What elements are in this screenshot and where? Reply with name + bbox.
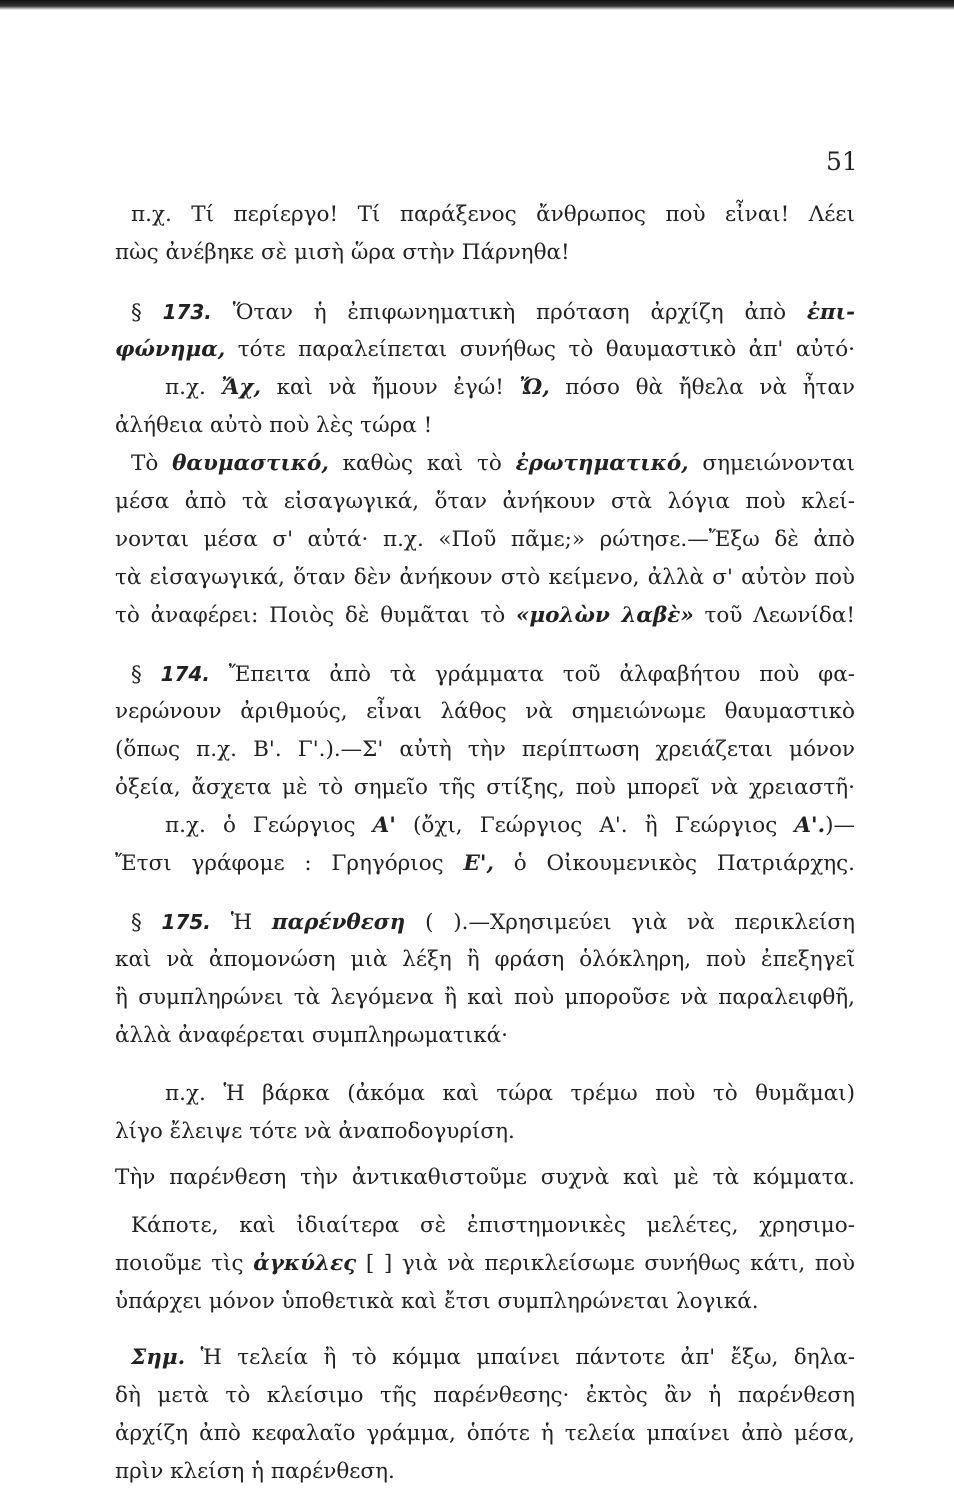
section-number: 173. (162, 300, 212, 324)
text-line: φώνημα, τότε παραλείπεται συνήθως τὸ θαυμαστικὸ ἀπ' αὐτό· (115, 337, 855, 362)
text-line: νερώνουν ἀριθμούς, εἶναι λάθος νὰ σημειώνωμε θαυμαστικὸ (115, 699, 855, 724)
text-line: (ὅπως π.χ. Β'. Γ'.).—Σ' αὐτὴ τὴν περίπτωση χρειάζεται μόνον (115, 737, 855, 762)
text-line: μέσα ἀπὸ τὰ εἰσαγωγικά, ὅταν ἀνήκουν στὰ λόγια ποὺ κλεί- (115, 489, 855, 514)
text-line: δὴ μετὰ τὸ κλείσιμο τῆς παρένθεσης· ἐκτὸς ἂν ἡ παρένθεση (115, 1383, 855, 1408)
text-line: Τὸ θαυμαστικό, καθὼς καὶ τὸ ἐρωτηματικό, σημειώνονται (131, 451, 855, 476)
text-line: ὑπάρχει μόνον ὑποθετικὰ καὶ ἔτσι συμπληρώνεται λογικά. (115, 1289, 759, 1314)
text-line: λίγο ἔλειψε τότε νὰ ἀναποδογυρίση. (115, 1119, 515, 1144)
page-number: 51 (826, 147, 858, 176)
scan-top-edge (0, 0, 954, 10)
text-line: ὀξεία, ἄσχετα μὲ τὸ σημεῖο τῆς στίξης, ποὺ μπορεῖ νὰ χρειαστῆ· (115, 775, 855, 800)
note-label: Σημ. (131, 1345, 186, 1370)
section-174-heading: § 174. Ἔπειτα ἀπὸ τὰ γράμματα τοῦ ἀλφαβήτου ποὺ φα- (131, 662, 855, 687)
text-line: τὸ ἀναφέρει: Ποιὸς δὲ θυμᾶται τὸ «μολὼν λαβὲ» τοῦ Λεωνίδα! (115, 603, 855, 628)
section-173-heading: § 173. Ὅταν ἡ ἐπιφωνηματικὴ πρόταση ἀρχίζη ἀπὸ ἐπι- (131, 300, 855, 325)
note-line: Σημ. Ἡ τελεία ἢ τὸ κόμμα μπαίνει πάντοτε ἀπ' ἔξω, δηλα- (131, 1345, 855, 1370)
text-line: ἀρχίζη ἀπὸ κεφαλαῖο γράμμα, ὁπότε ἡ τελεία μπαίνει ἀπὸ μέσα, (115, 1421, 855, 1446)
example-line: π.χ. ὁ Γεώργιος Α' (ὄχι, Γεώργιος Α'. ἢ Γεώργιος Α'.)— (165, 813, 855, 838)
example-line: π.χ. Ἄχ, καὶ νὰ ἤμουν ἐγώ! Ὤ, πόσο θὰ ἤθελα νὰ ἦταν (165, 375, 855, 400)
example-line: π.χ. Ἡ βάρκα (ἀκόμα καὶ τώρα τρέμω ποὺ τὸ θυμᾶμαι) (165, 1081, 855, 1106)
text-line: Ἔτσι γράφομε : Γρηγόριος Ε', ὁ Οἰκουμενικὸς Πατριάρχης. (115, 851, 855, 876)
text-line: ποιοῦμε τὶς ἀγκύλες [ ] γιὰ νὰ περικλείσωμε συνήθως κάτι, ποὺ (115, 1251, 855, 1276)
text-line: πὼς ἀνέβηκε σὲ μισὴ ὥρα στὴν Πάρνηθα! (115, 240, 570, 265)
text-line: ἀλήθεια αὐτὸ ποὺ λὲς τώρα ! (115, 413, 433, 438)
text-line: Τὴν παρένθεση τὴν ἀντικαθιστοῦμε συχνὰ καὶ μὲ τὰ κόμματα. (115, 1165, 855, 1190)
section-number: 175. (161, 910, 211, 934)
section-175-heading: § 175. Ἡ παρένθεση ( ).—Χρησιμεύει γιὰ νὰ περικλείση (131, 910, 855, 935)
text-line: καὶ νὰ ἀπομονώση μιὰ λέξη ἢ φράση ὁλόκληρη, ποὺ ἐπεξηγεῖ (115, 947, 855, 972)
text-line: τὰ εἰσαγωγικά, ὅταν δὲν ἀνήκουν στὸ κείμενο, ἀλλὰ σ' αὐτὸν ποὺ (115, 565, 855, 590)
text-line: ἢ συμπληρώνει τὰ λεγόμενα ἢ καὶ ποὺ μποροῦσε νὰ παραλειφθῆ, (115, 985, 855, 1010)
text-line: ἀλλὰ ἀναφέρεται συμπληρωματικά· (115, 1023, 509, 1048)
section-number: 174. (160, 662, 210, 686)
text-line: π.χ. Τί περίεργο! Τί παράξενος ἄνθρωπος ποὺ εἶναι! Λέει (131, 202, 855, 227)
text-line: νονται μέσα σ' αὐτά· π.χ. «Ποῦ πᾶμε;» ρώτησε.—Ἔξω δὲ ἀπὸ (115, 527, 855, 552)
text-line: πρὶν κλείση ἡ παρένθεση. (115, 1459, 395, 1484)
text-line: Κάποτε, καὶ ἰδιαίτερα σὲ ἐπιστημονικὲς μελέτες, χρησιμο- (131, 1213, 855, 1238)
